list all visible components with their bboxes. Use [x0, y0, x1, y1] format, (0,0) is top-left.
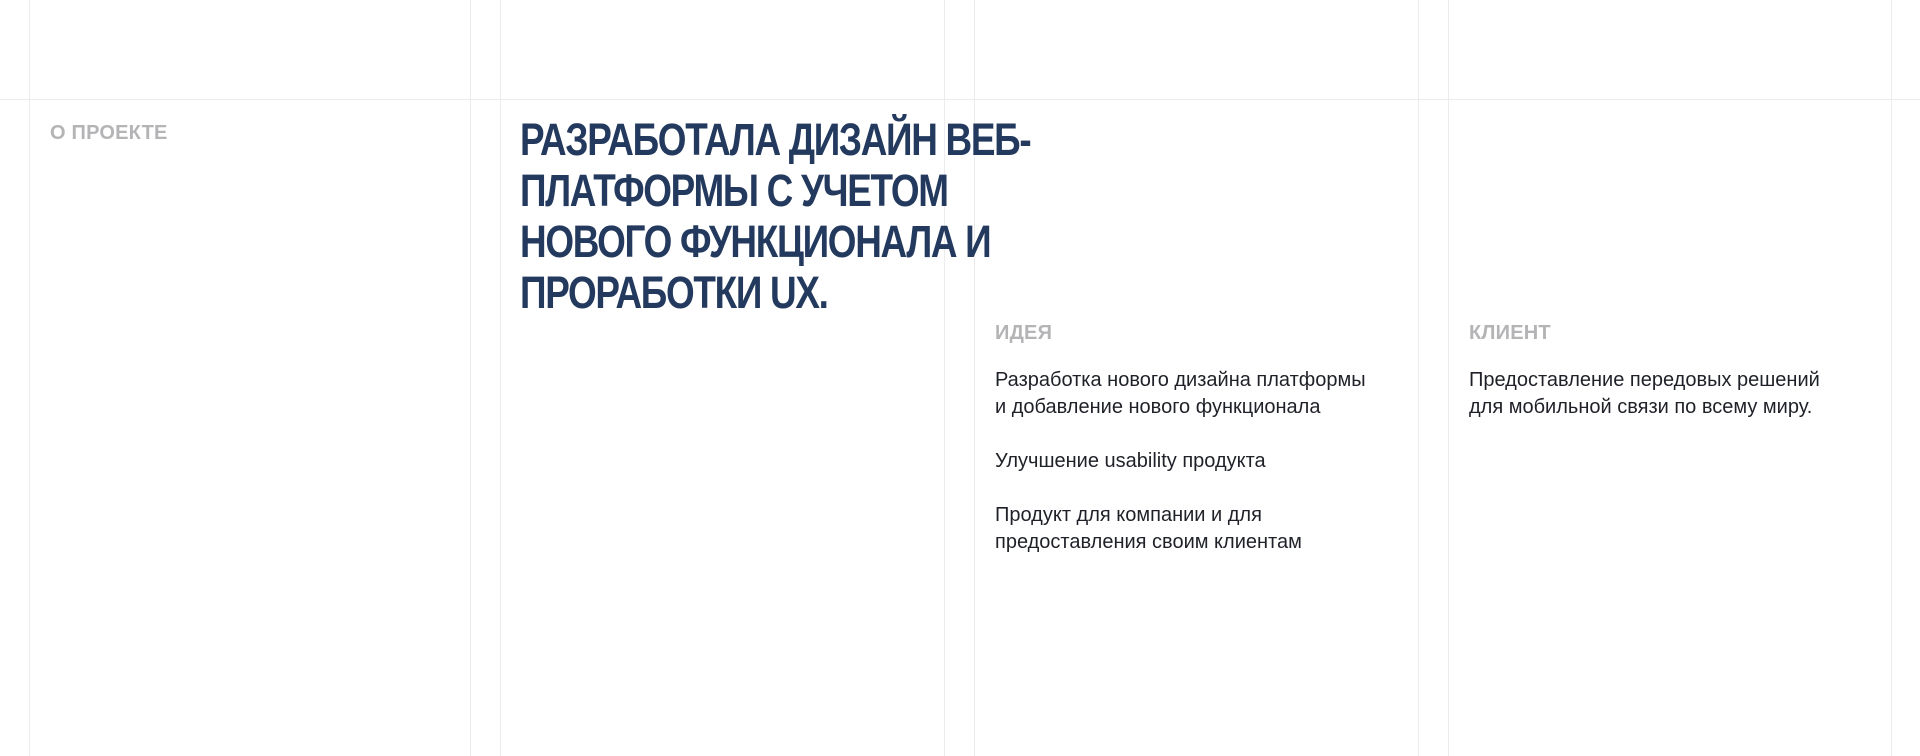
grid-horizontal-line — [0, 99, 1920, 100]
client-description-line-2: для мобильной связи по всему миру. — [1469, 396, 1813, 418]
grid-vertical-line — [500, 0, 501, 756]
client-description — [1469, 367, 1879, 421]
idea-item: Продукт для компании и для предоставления своим клиентам — [995, 504, 1302, 553]
grid-vertical-line — [1448, 0, 1449, 756]
headline-line-2: НОВОГО ФУНКЦИОНАЛА И ПРОРАБОТКИ UX. — [520, 216, 991, 318]
client-section-label: КЛИЕНТ — [1469, 322, 1551, 344]
about-section-label: О ПРОЕКТЕ — [50, 122, 168, 144]
grid-vertical-line — [470, 0, 471, 756]
idea-list — [995, 367, 1395, 583]
idea-section-label: ИДЕЯ — [995, 322, 1053, 344]
idea-item: Улучшение usability продукта — [995, 450, 1266, 472]
headline-line-1: РАЗРАБОТАЛА ДИЗАЙН ВЕБ-ПЛАТФОРМЫ С УЧЕТОМ — [520, 114, 1031, 216]
grid-vertical-line — [1418, 0, 1419, 756]
project-headline — [520, 114, 1209, 318]
grid-vertical-line — [1891, 0, 1892, 756]
idea-item: Разработка нового дизайна платформы и добавление нового функционала — [995, 369, 1366, 418]
grid-vertical-line — [29, 0, 30, 756]
client-description-line-1: Предоставление передовых решений — [1469, 369, 1820, 391]
